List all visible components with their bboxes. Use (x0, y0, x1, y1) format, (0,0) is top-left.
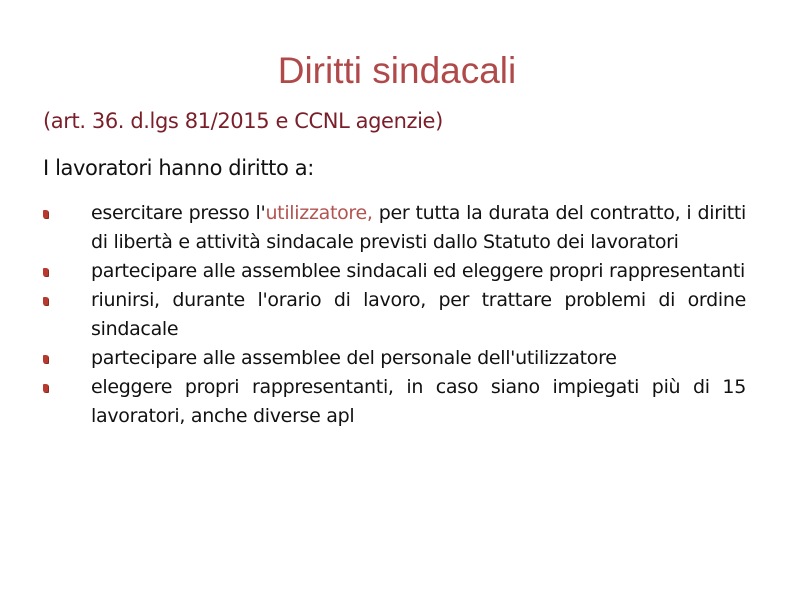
list-item (43, 257, 746, 286)
list-item-text: esercitare presso l' (91, 202, 266, 224)
list-item-text: eleggere propri rappresentanti, in caso siano impiegati più di 15 lavoratori, anche diverse apl (91, 376, 746, 427)
slide-subtitle: (art. 36. d.lgs 81/2015 e CCNL agenzie) (43, 109, 443, 133)
lead-sentence: I lavoratori hanno diritto a: (43, 156, 314, 180)
list-item-text: partecipare alle assemblee del personale dell'utilizzatore (91, 347, 617, 369)
list-item (43, 286, 746, 344)
list-item-highlight: utilizzatore, (265, 202, 373, 224)
square-bullet-icon (43, 297, 49, 306)
list-item-text: partecipare alle assemblee sindacali ed eleggere propri rappresentanti (91, 260, 745, 282)
square-bullet-icon (43, 355, 49, 364)
list-item (43, 373, 746, 431)
square-bullet-icon (43, 210, 49, 219)
square-bullet-icon (43, 384, 49, 393)
list-item (43, 344, 746, 373)
list-item-text-continued: per tutta la durata del contratto, i diritti di libertà e attività sindacale previsti dallo Statuto dei lavoratori (91, 202, 746, 253)
slide-title-text: Diritti sindacali (277, 50, 517, 91)
slide-title (0, 47, 794, 95)
list-item (43, 199, 746, 257)
square-bullet-icon (43, 268, 49, 277)
list-item-text: riunirsi, durante l'orario di lavoro, per trattare problemi di ordine sindacale (91, 289, 746, 340)
rights-list (43, 199, 746, 431)
